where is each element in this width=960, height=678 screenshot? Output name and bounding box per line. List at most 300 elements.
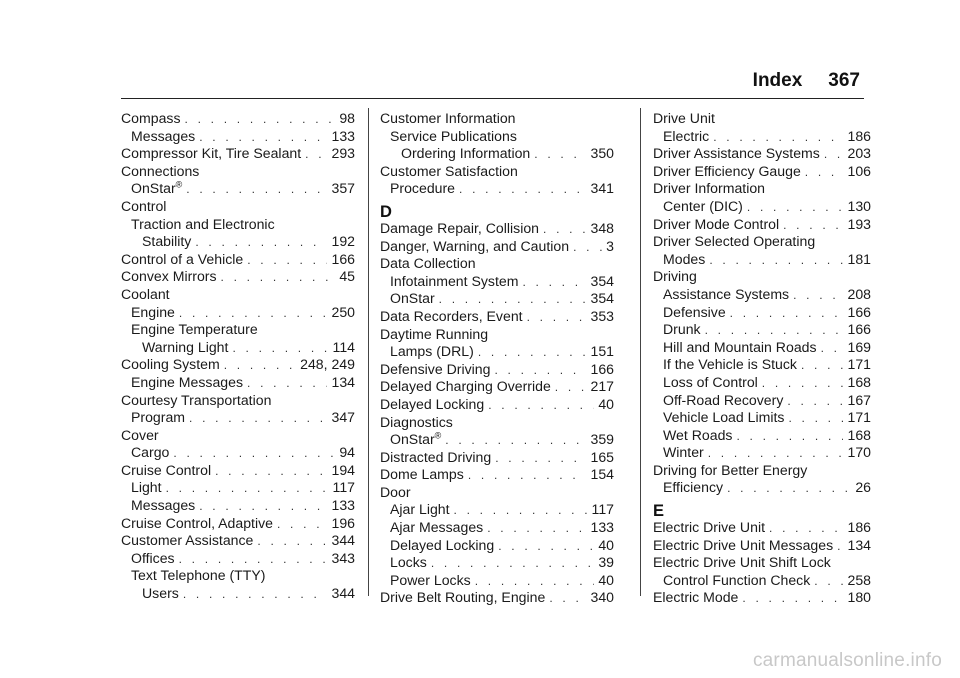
index-entry bbox=[380, 537, 614, 555]
entry-page-ref: 94 bbox=[339, 444, 355, 461]
index-entry bbox=[653, 519, 871, 537]
entry-page-ref: 168 bbox=[847, 373, 871, 390]
entry-page-ref: 40 bbox=[598, 536, 614, 553]
page-header bbox=[753, 70, 860, 92]
dot-leader bbox=[257, 533, 327, 551]
entry-page-ref: 340 bbox=[590, 589, 614, 606]
entry-term bbox=[131, 180, 182, 198]
entry-term bbox=[131, 374, 243, 392]
entry-page-ref: 354 bbox=[590, 272, 614, 289]
entry-term-text: Messages bbox=[131, 127, 196, 144]
entry-term bbox=[131, 216, 275, 234]
entry-term-text: Diagnostics bbox=[380, 413, 453, 430]
index-entry bbox=[380, 484, 614, 502]
index-entry bbox=[121, 145, 355, 163]
entry-term-text: Program bbox=[131, 409, 186, 426]
dot-leader bbox=[454, 502, 588, 520]
index-entry bbox=[653, 589, 871, 607]
entry-term bbox=[663, 409, 784, 427]
entry-term-text: Ajar Messages bbox=[390, 519, 484, 536]
index-entry bbox=[121, 268, 355, 286]
entry-page-ref: 151 bbox=[590, 343, 614, 360]
index-entry bbox=[653, 216, 871, 234]
index-entry bbox=[380, 414, 614, 432]
entry-term-text: Drunk bbox=[663, 321, 701, 338]
entry-term bbox=[663, 304, 726, 322]
entry-page-ref: 193 bbox=[847, 215, 871, 232]
entry-term bbox=[653, 554, 831, 572]
entry-term-text: Driver Efficiency Gauge bbox=[653, 162, 801, 179]
entry-page-ref: 130 bbox=[847, 197, 871, 214]
entry-page-ref: 171 bbox=[847, 356, 871, 373]
dot-leader bbox=[166, 480, 329, 498]
entry-term-text: Control bbox=[121, 197, 167, 214]
dot-leader bbox=[709, 252, 843, 270]
entry-page-ref: 169 bbox=[847, 338, 871, 355]
entry-term bbox=[142, 339, 228, 357]
dot-leader bbox=[730, 305, 844, 323]
entry-page-ref: 192 bbox=[331, 233, 355, 250]
index-column-1 bbox=[121, 110, 355, 603]
entry-term bbox=[121, 110, 181, 128]
entry-term-text: Electric Mode bbox=[653, 589, 739, 606]
entry-page-ref: 134 bbox=[847, 536, 871, 553]
entry-page-ref: 196 bbox=[331, 514, 355, 531]
index-column-2 bbox=[380, 110, 614, 607]
dot-leader bbox=[747, 199, 844, 217]
index-entry bbox=[121, 216, 355, 234]
entry-term-text: Data Recorders, Event bbox=[380, 307, 523, 324]
entry-page-ref: 166 bbox=[590, 360, 614, 377]
entry-term bbox=[663, 128, 709, 146]
entry-term bbox=[390, 128, 517, 146]
entry-page-ref: 357 bbox=[331, 180, 355, 197]
index-entry bbox=[380, 308, 614, 326]
entry-term bbox=[653, 537, 833, 555]
entry-page-ref: 165 bbox=[590, 448, 614, 465]
entry-term bbox=[131, 550, 175, 568]
entry-term bbox=[131, 497, 195, 515]
dot-leader bbox=[186, 181, 327, 199]
entry-page-ref: 203 bbox=[847, 145, 871, 162]
dot-leader bbox=[787, 393, 843, 411]
entry-term bbox=[131, 479, 162, 497]
entry-term bbox=[121, 356, 220, 374]
entry-term-text: Hill and Mountain Roads bbox=[663, 338, 817, 355]
entry-term bbox=[401, 145, 530, 163]
entry-page-ref: 341 bbox=[590, 180, 614, 197]
dot-leader bbox=[232, 340, 328, 358]
index-entry bbox=[121, 532, 355, 550]
entry-term bbox=[380, 308, 523, 326]
dot-leader bbox=[498, 538, 594, 556]
column-divider bbox=[640, 108, 641, 596]
entry-term bbox=[380, 110, 516, 128]
index-entry bbox=[121, 585, 355, 603]
entry-term bbox=[390, 180, 455, 198]
index-entry bbox=[653, 572, 871, 590]
index-entry bbox=[121, 128, 355, 146]
entry-term bbox=[121, 198, 166, 216]
dot-leader bbox=[247, 375, 327, 393]
entry-page-ref: 133 bbox=[590, 519, 614, 536]
dot-leader bbox=[277, 516, 328, 534]
entry-term-text: Cover bbox=[121, 426, 159, 443]
entry-term-text: Data Collection bbox=[380, 255, 476, 272]
index-entry bbox=[121, 409, 355, 427]
entry-page-ref: 293 bbox=[331, 145, 355, 162]
entry-term-text: Delayed Locking bbox=[380, 395, 485, 412]
entry-page-ref: 353 bbox=[590, 307, 614, 324]
index-entry bbox=[380, 163, 614, 181]
dot-leader bbox=[713, 129, 843, 147]
dot-leader bbox=[431, 555, 594, 573]
dot-leader bbox=[788, 410, 843, 428]
entry-term-text: Light bbox=[131, 479, 162, 496]
entry-term bbox=[653, 589, 738, 607]
entry-term bbox=[380, 449, 491, 467]
entry-term-text: Offices bbox=[131, 549, 175, 566]
entry-term bbox=[390, 572, 471, 590]
dot-leader bbox=[821, 340, 844, 358]
dot-leader bbox=[221, 269, 336, 287]
entry-term-text: Dome Lamps bbox=[380, 466, 464, 483]
entry-term bbox=[390, 554, 427, 572]
entry-term bbox=[380, 466, 464, 484]
index-entry bbox=[380, 589, 614, 607]
entry-page-ref: 208 bbox=[847, 285, 871, 302]
index-entry bbox=[653, 392, 871, 410]
dot-leader bbox=[727, 480, 851, 498]
entry-term bbox=[380, 326, 488, 344]
index-entry bbox=[380, 466, 614, 484]
entry-page-ref: 348 bbox=[590, 219, 614, 236]
entry-term-text: Convex Mirrors bbox=[121, 268, 217, 285]
entry-term-text: Power Locks bbox=[390, 571, 471, 588]
dot-leader bbox=[837, 538, 843, 556]
index-entry bbox=[121, 198, 355, 216]
entry-term-text: Winter bbox=[663, 444, 704, 461]
column-divider bbox=[368, 108, 369, 596]
entry-page-ref: 168 bbox=[847, 426, 871, 443]
entry-page-ref: 166 bbox=[331, 250, 355, 267]
entry-page-ref: 186 bbox=[847, 519, 871, 536]
index-entry bbox=[380, 273, 614, 291]
section-letter: E bbox=[653, 502, 665, 521]
entry-page-ref: 181 bbox=[847, 250, 871, 267]
index-entry bbox=[653, 409, 871, 427]
index-entry bbox=[380, 378, 614, 396]
entry-term bbox=[380, 163, 518, 181]
index-entry bbox=[653, 374, 871, 392]
dot-leader bbox=[736, 428, 843, 446]
entry-term-text: Stability bbox=[142, 233, 192, 250]
entry-term bbox=[131, 567, 265, 585]
entry-page-ref: 106 bbox=[847, 162, 871, 179]
dot-leader bbox=[742, 590, 843, 608]
dot-leader bbox=[814, 573, 843, 591]
entry-term bbox=[121, 163, 199, 181]
entry-term bbox=[663, 374, 758, 392]
entry-term-text: Electric bbox=[663, 127, 710, 144]
entry-term-text: Engine Temperature bbox=[131, 321, 258, 338]
header-rule bbox=[121, 98, 864, 99]
dot-leader bbox=[195, 234, 327, 252]
dot-leader bbox=[224, 357, 296, 375]
entry-term bbox=[131, 128, 195, 146]
entry-term-text: Infotainment System bbox=[390, 272, 519, 289]
entry-term-text: Drive Belt Routing, Engine bbox=[380, 589, 546, 606]
entry-page-ref: 133 bbox=[331, 127, 355, 144]
entry-term bbox=[121, 532, 253, 550]
page-title: Index bbox=[752, 70, 803, 91]
dot-leader bbox=[215, 463, 327, 481]
entry-page-ref: 344 bbox=[331, 532, 355, 549]
dot-leader bbox=[488, 397, 594, 415]
index-entry bbox=[121, 356, 355, 374]
page-number: 367 bbox=[828, 70, 860, 91]
entry-term-text: Control of a Vehicle bbox=[121, 250, 244, 267]
entry-term-text: Efficiency bbox=[663, 479, 724, 496]
entry-term-text: Drive Unit bbox=[653, 110, 715, 126]
index-entry bbox=[380, 431, 614, 449]
registered-mark: ® bbox=[175, 179, 183, 190]
entry-term bbox=[663, 286, 789, 304]
entry-term-text: Electric Drive Unit Shift Lock bbox=[653, 554, 831, 571]
index-entry bbox=[653, 251, 871, 269]
entry-term-text: Damage Repair, Collision bbox=[380, 219, 540, 236]
entry-term bbox=[663, 198, 743, 216]
index-entry bbox=[380, 238, 614, 256]
entry-term-text: Delayed Charging Override bbox=[380, 378, 551, 395]
dot-leader bbox=[439, 291, 587, 309]
index-entry bbox=[653, 462, 871, 480]
dot-leader bbox=[527, 309, 587, 327]
dot-leader bbox=[534, 146, 586, 164]
entry-term bbox=[663, 339, 817, 357]
dot-leader bbox=[189, 410, 327, 428]
index-entry bbox=[653, 110, 871, 128]
index-entry bbox=[653, 356, 871, 374]
entry-term bbox=[653, 268, 697, 286]
dot-leader bbox=[247, 252, 327, 270]
entry-page-ref: 344 bbox=[331, 585, 355, 602]
index-entry bbox=[380, 519, 614, 537]
dot-leader bbox=[801, 357, 844, 375]
entry-term bbox=[121, 515, 273, 533]
entry-page-ref: 347 bbox=[331, 409, 355, 426]
entry-term bbox=[390, 537, 494, 555]
dot-leader bbox=[549, 590, 586, 608]
entry-term bbox=[131, 444, 169, 462]
entry-term-text: Wet Roads bbox=[663, 426, 733, 443]
index-entry bbox=[380, 290, 614, 308]
dot-leader bbox=[495, 450, 586, 468]
entry-term-text: Ajar Light bbox=[390, 501, 450, 518]
index-entry bbox=[380, 180, 614, 198]
index-entry bbox=[653, 180, 871, 198]
index-entry bbox=[653, 427, 871, 445]
entry-term bbox=[121, 268, 217, 286]
index-entry bbox=[380, 220, 614, 238]
entry-term-text: Cargo bbox=[131, 444, 170, 461]
entry-page-ref: 194 bbox=[331, 461, 355, 478]
dot-leader bbox=[459, 181, 586, 199]
entry-term-text: Defensive Driving bbox=[380, 360, 491, 377]
index-entry bbox=[380, 554, 614, 572]
index-entry bbox=[653, 128, 871, 146]
entry-term-text: Door bbox=[380, 483, 411, 500]
entry-page-ref: 26 bbox=[855, 479, 871, 496]
entry-term bbox=[121, 392, 271, 410]
entry-term bbox=[121, 251, 243, 269]
entry-page-ref: 166 bbox=[847, 303, 871, 320]
dot-leader bbox=[199, 498, 327, 516]
entry-term bbox=[653, 145, 820, 163]
index-entry bbox=[121, 427, 355, 445]
entry-term-text: Driver Selected Operating bbox=[653, 233, 816, 250]
dot-leader bbox=[705, 322, 844, 340]
index-entry bbox=[380, 110, 614, 128]
entry-term bbox=[380, 238, 569, 256]
watermark: carmanualsonline.info bbox=[752, 650, 942, 671]
index-entry bbox=[653, 145, 871, 163]
entry-term-text: Customer Information bbox=[380, 110, 516, 126]
entry-page-ref: 117 bbox=[332, 479, 355, 496]
entry-term bbox=[380, 255, 476, 273]
entry-page-ref: 250 bbox=[331, 303, 355, 320]
index-entry bbox=[380, 361, 614, 379]
entry-term bbox=[653, 233, 815, 251]
entry-page-ref: 258 bbox=[847, 571, 871, 588]
dot-leader bbox=[555, 379, 587, 397]
dot-leader bbox=[183, 586, 328, 604]
entry-term-text: Procedure bbox=[390, 180, 456, 197]
entry-page-ref: 180 bbox=[847, 589, 871, 606]
dot-leader bbox=[708, 445, 844, 463]
index-entry bbox=[380, 396, 614, 414]
entry-term bbox=[653, 462, 807, 480]
index-entry bbox=[121, 515, 355, 533]
entry-term-text: Driving bbox=[653, 268, 697, 285]
entry-term bbox=[653, 216, 779, 234]
entry-term-text: Danger, Warning, and Caution bbox=[380, 237, 570, 254]
entry-page-ref: 170 bbox=[847, 444, 871, 461]
dot-leader bbox=[824, 146, 844, 164]
entry-term bbox=[663, 572, 810, 590]
entry-term-text: Engine bbox=[131, 303, 175, 320]
entry-term bbox=[653, 163, 801, 181]
entry-term-text: Driver Assistance Systems bbox=[653, 145, 820, 162]
entry-term bbox=[390, 431, 441, 449]
entry-term bbox=[390, 501, 450, 519]
entry-term bbox=[380, 378, 551, 396]
index-entry bbox=[121, 180, 355, 198]
entry-term-text: Ordering Information bbox=[401, 145, 531, 162]
entry-term-text: Modes bbox=[663, 250, 706, 267]
dot-leader bbox=[173, 445, 335, 463]
entry-term-text: Locks bbox=[390, 554, 427, 571]
index-entry bbox=[121, 321, 355, 339]
entry-term-text: OnStar bbox=[131, 180, 176, 197]
dot-leader bbox=[487, 520, 586, 538]
dot-leader bbox=[445, 432, 586, 450]
entry-term bbox=[142, 585, 179, 603]
entry-term-text: OnStar bbox=[390, 431, 435, 448]
index-entry bbox=[380, 128, 614, 146]
entry-page-ref: 98 bbox=[339, 110, 355, 126]
index-entry bbox=[380, 572, 614, 590]
entry-page-ref: 3 bbox=[606, 237, 614, 254]
entry-term bbox=[121, 462, 211, 480]
entry-term bbox=[380, 361, 490, 379]
entry-page-ref: 217 bbox=[590, 378, 614, 395]
entry-term-text: If the Vehicle is Stuck bbox=[663, 356, 797, 373]
entry-page-ref: 354 bbox=[590, 290, 614, 307]
entry-term bbox=[663, 321, 701, 339]
entry-term-text: Customer Assistance bbox=[121, 532, 254, 549]
entry-term bbox=[663, 392, 783, 410]
dot-leader bbox=[769, 520, 843, 538]
entry-page-ref: 39 bbox=[598, 554, 614, 571]
index-entry bbox=[121, 233, 355, 251]
dot-leader bbox=[179, 551, 328, 569]
index-entry bbox=[121, 444, 355, 462]
entry-page-ref: 40 bbox=[598, 395, 614, 412]
dot-leader bbox=[185, 111, 336, 129]
index-entry bbox=[380, 449, 614, 467]
index-entry bbox=[121, 286, 355, 304]
index-entry bbox=[380, 501, 614, 519]
index-entry bbox=[121, 163, 355, 181]
entry-term bbox=[390, 343, 474, 361]
index-entry bbox=[653, 233, 871, 251]
entry-term-text: Users bbox=[142, 585, 179, 602]
index-column-3 bbox=[653, 110, 871, 607]
entry-page-ref: 343 bbox=[331, 549, 355, 566]
entry-term bbox=[653, 180, 765, 198]
index-entry bbox=[121, 339, 355, 357]
entry-term bbox=[131, 321, 258, 339]
dot-leader bbox=[573, 239, 602, 257]
entry-term bbox=[663, 251, 705, 269]
entry-term-text: Warning Light bbox=[142, 338, 229, 355]
entry-term-text: Lamps (DRL) bbox=[390, 343, 474, 360]
dot-leader bbox=[783, 217, 843, 235]
entry-term-text: Customer Satisfaction bbox=[380, 162, 518, 179]
index-entry bbox=[653, 304, 871, 322]
entry-term bbox=[121, 286, 170, 304]
entry-term-text: Off-Road Recovery bbox=[663, 391, 784, 408]
entry-term bbox=[131, 304, 175, 322]
entry-term bbox=[390, 273, 518, 291]
index-entry bbox=[653, 198, 871, 216]
index-entry bbox=[121, 497, 355, 515]
entry-term-text: Service Publications bbox=[390, 127, 517, 144]
index-entry bbox=[653, 444, 871, 462]
entry-page-ref: 40 bbox=[598, 571, 614, 588]
entry-term bbox=[663, 479, 723, 497]
entry-term bbox=[131, 409, 185, 427]
entry-term bbox=[121, 145, 301, 163]
dot-leader bbox=[179, 305, 328, 323]
index-entry bbox=[121, 567, 355, 585]
entry-page-ref: 117 bbox=[591, 501, 614, 518]
entry-page-ref: 114 bbox=[332, 338, 355, 355]
entry-term-text: Center (DIC) bbox=[663, 197, 743, 214]
dot-leader bbox=[305, 146, 327, 164]
entry-term bbox=[380, 414, 453, 432]
